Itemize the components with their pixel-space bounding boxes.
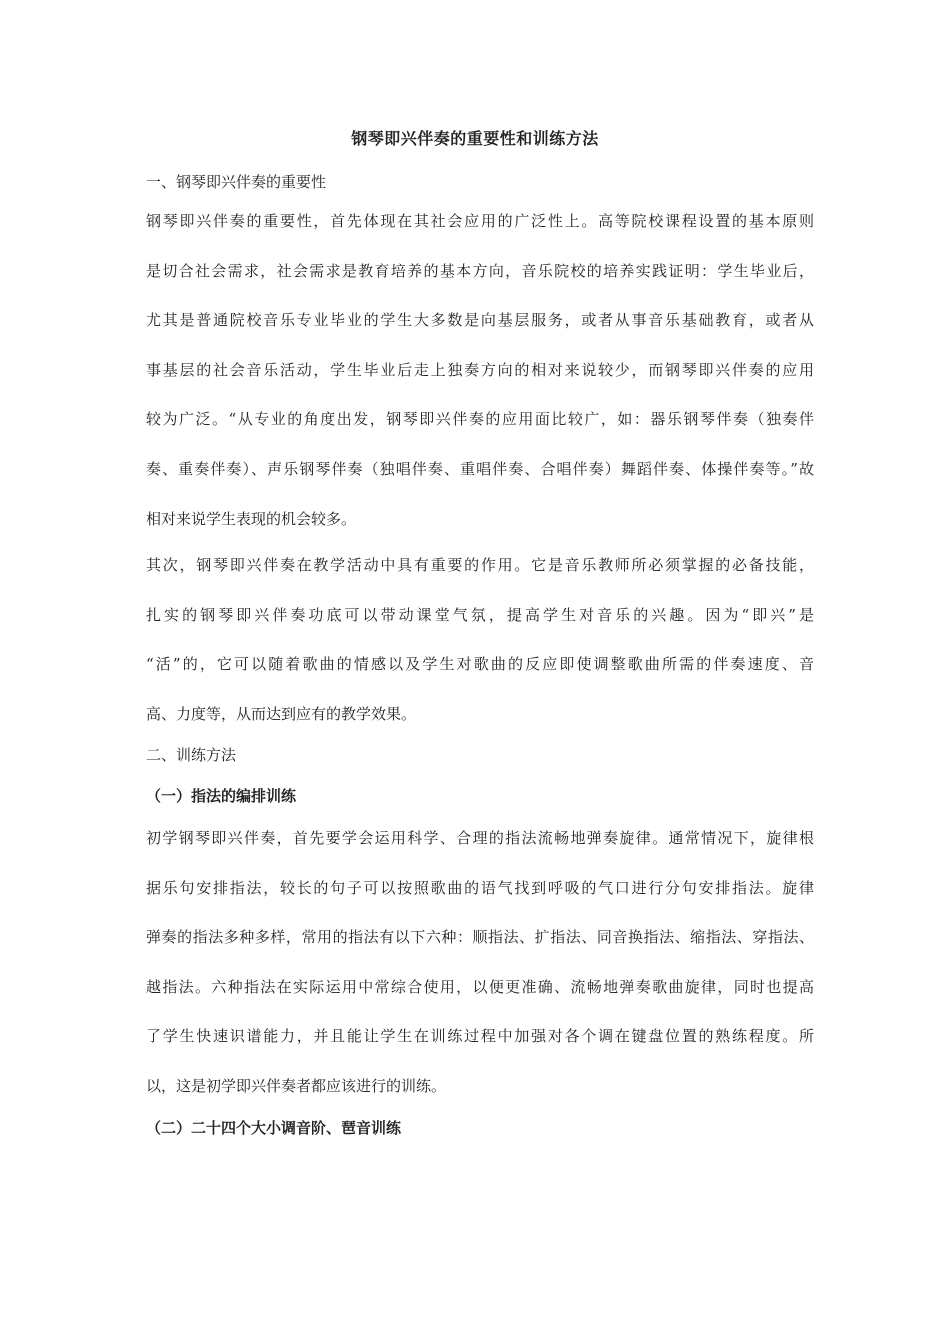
text-line: 是切合社会需求，社会需求是教育培养的基本方向，音乐院校的培养实践证明：学生毕业后，: [146, 261, 814, 280]
text-line: 越指法。六种指法在实际运用中常综合使用，以便更准确、流畅地弹奏歌曲旋律，同时也提高: [146, 977, 814, 996]
text-line: 以，这是初学即兴伴奏者都应该进行的训练。: [146, 1076, 447, 1095]
text-line: 其次，钢琴即兴伴奏在教学活动中具有重要的作用。它是音乐教师所必须掌握的必备技能，: [146, 556, 814, 574]
text-line: 初学钢琴即兴伴奏，首先要学会运用科学、合理的指法流畅地弹奏旋律。通常情况下，旋律根: [146, 829, 814, 847]
paragraph-fingering: [146, 826, 814, 1124]
text-line: 相对来说学生表现的机会较多。: [146, 509, 357, 528]
subheading-scales: （二）二十四个大小调音阶、琶音训练: [146, 1119, 402, 1137]
text-line: 了学生快速识谱能力，并且能让学生在训练过程中加强对各个调在键盘位置的熟练程度。所: [146, 1027, 814, 1046]
subheading-fingering: （一）指法的编排训练: [146, 787, 297, 805]
text-line: 奏、重奏伴奏）、声乐钢琴伴奏（独唱伴奏、重唱伴奏、合唱伴奏）舞蹈伴奏、体操伴奏等。”故: [146, 459, 814, 478]
text-line: 扎实的钢琴即兴伴奏功底可以带动课堂气氛，提高学生对音乐的兴趣。因为“即兴”是: [146, 605, 814, 624]
text-line: 钢琴即兴伴奏的重要性，首先体现在其社会应用的广泛性上。高等院校课程设置的基本原则: [146, 212, 814, 230]
text-line: 高、力度等，从而达到应有的教学效果。: [146, 704, 417, 723]
section-heading-importance: 一、钢琴即兴伴奏的重要性: [146, 173, 327, 191]
text-line: 较为广泛。“从专业的角度出发，钢琴即兴伴奏的应用面比较广，如：器乐钢琴伴奏（独奏伴: [146, 410, 814, 429]
section-heading-training: 二、训练方法: [146, 746, 237, 764]
text-line: “活”的，它可以随着歌曲的情感以及学生对歌曲的反应即使调整歌曲所需的伴奏速度、音: [146, 655, 814, 674]
paragraph-importance-2: [146, 553, 814, 751]
text-line: 弹奏的指法多种多样，常用的指法有以下六种：顺指法、扩指法、同音换指法、缩指法、穿指法、: [146, 928, 814, 947]
text-line: 据乐句安排指法，较长的句子可以按照歌曲的语气找到呼吸的气口进行分句安排指法。旋律: [146, 878, 814, 897]
text-line: 事基层的社会音乐活动，学生毕业后走上独奏方向的相对来说较少，而钢琴即兴伴奏的应用: [146, 360, 814, 379]
paragraph-importance-1: [146, 209, 814, 556]
document-title: 钢琴即兴伴奏的重要性和训练方法: [351, 129, 599, 148]
text-line: 尤其是普通院校音乐专业毕业的学生大多数是向基层服务，或者从事音乐基础教育，或者从: [146, 311, 814, 330]
